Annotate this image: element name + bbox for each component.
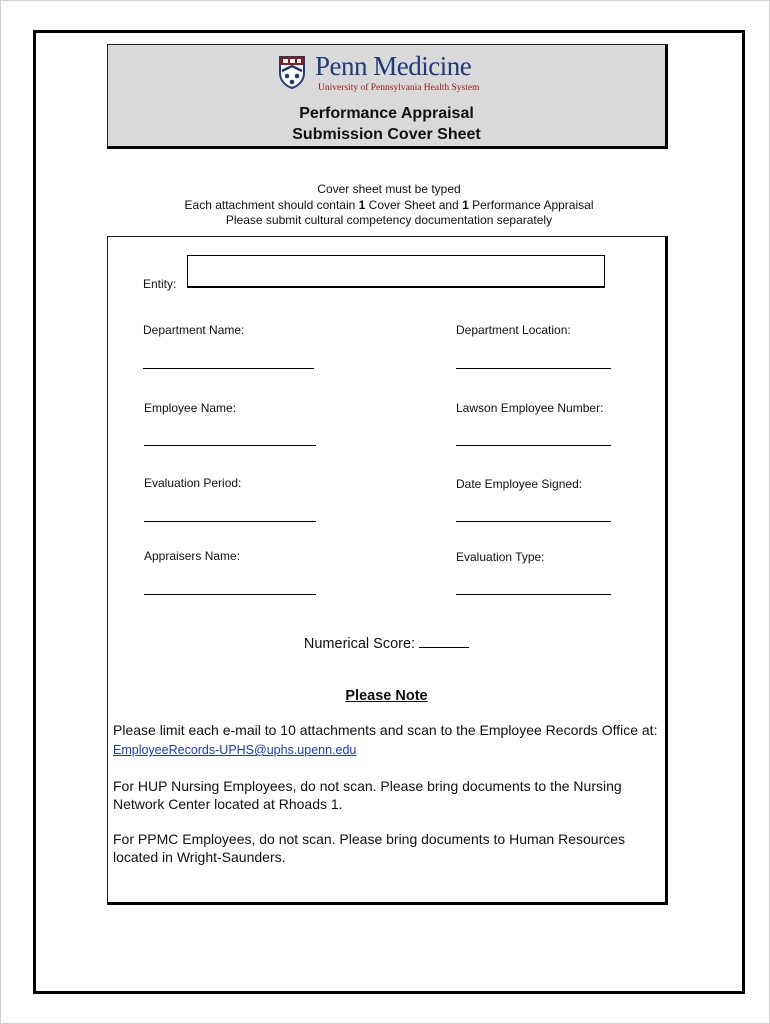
page-title-line1: Performance Appraisal [299, 105, 474, 122]
numerical-score-label: Numerical Score: [303, 636, 416, 652]
note-paragraph-hup: For HUP Nursing Employees, do not scan. Please bring documents to the Nursing Network Center located at Rhoads 1. [113, 778, 622, 812]
instruction-text: Performance Appraisal [468, 198, 594, 212]
instruction-line1: Cover sheet must be typed [317, 182, 461, 196]
entity-label: Entity: [143, 277, 177, 291]
instruction-text: Each attachment should contain [184, 198, 359, 212]
numerical-score [108, 635, 665, 652]
employee-name-field[interactable] [144, 445, 316, 446]
numerical-score-field[interactable] [419, 635, 469, 648]
instruction-line2 [107, 198, 671, 212]
brand-subtitle: University of Pennsylvania Health System [318, 83, 480, 93]
instruction-count: 1 [358, 198, 366, 212]
email-link[interactable]: EmployeeRecords-UPHS@uphs.upenn.edu [113, 743, 357, 757]
instruction-line3: Please submit cultural competency documentation separately [225, 213, 553, 227]
department-location-field[interactable] [456, 368, 611, 369]
penn-medicine-logo [278, 53, 498, 97]
note-title: Please Note [345, 688, 428, 704]
lawson-number-label: Lawson Employee Number: [456, 401, 604, 415]
page-title-line2: Submission Cover Sheet [292, 126, 481, 143]
appraisers-name-field[interactable] [144, 594, 316, 595]
evaluation-period-label: Evaluation Period: [144, 476, 242, 490]
employee-name-label: Employee Name: [144, 401, 237, 415]
lawson-number-field[interactable] [456, 445, 611, 446]
brand-name: Penn Medicine [315, 51, 472, 81]
header-banner [107, 44, 668, 149]
department-name-label: Department Name: [143, 323, 245, 337]
entity-input[interactable] [187, 255, 605, 288]
evaluation-type-field[interactable] [456, 594, 611, 595]
penn-shield-icon [278, 55, 306, 89]
evaluation-period-field[interactable] [144, 521, 316, 522]
date-signed-field[interactable] [456, 521, 611, 522]
instruction-count: 1 [462, 198, 469, 212]
department-name-field[interactable] [143, 368, 314, 369]
note-paragraph-attachments: Please limit each e-mail to 10 attachments and scan to the Employee Records Office at: [113, 722, 658, 738]
instruction-text: Cover Sheet and [365, 198, 463, 212]
department-location-label: Department Location: [456, 323, 571, 337]
date-signed-label: Date Employee Signed: [456, 477, 583, 491]
note-paragraph-ppmc: For PPMC Employees, do not scan. Please bring documents to Human Resources located in Wright-Saunders. [113, 831, 626, 865]
evaluation-type-label: Evaluation Type: [456, 550, 545, 564]
form-box [107, 236, 668, 905]
appraisers-name-label: Appraisers Name: [144, 549, 241, 563]
